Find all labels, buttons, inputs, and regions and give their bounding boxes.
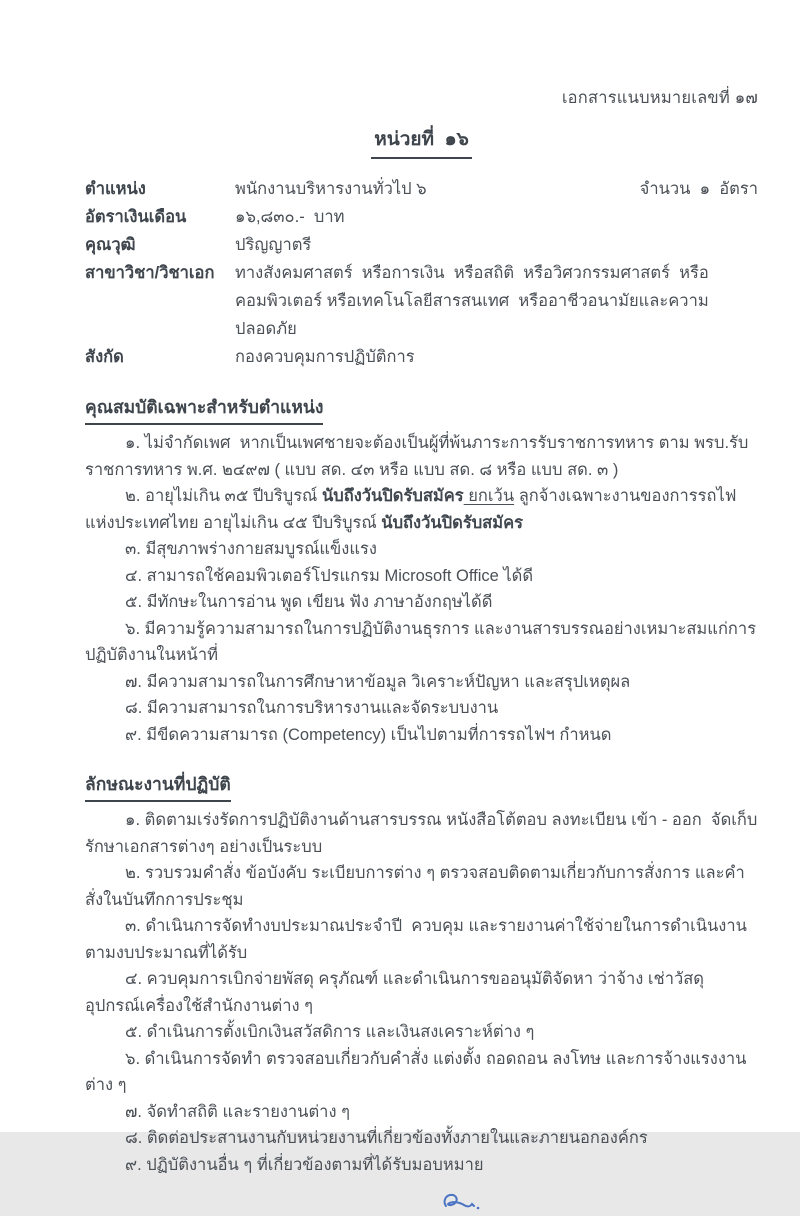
duties-list bbox=[85, 807, 758, 1178]
signature-initial bbox=[440, 1190, 486, 1216]
duty-item-3: ๓. ดำเนินการจัดทำงบประมาณประจำปี ควบคุม และรายงานค่าใช้จ่ายในการดำเนินงานตามงบประมาณที่ได้รับ bbox=[85, 917, 747, 962]
duty-item-5: ๕. ดำเนินการตั้งเบิกเงินสวัสดิการ และเงินสงเคราะห์ต่าง ๆ bbox=[125, 1023, 535, 1041]
duties-section bbox=[85, 770, 758, 802]
info-label-major: สาขาวิชา/วิชาเอก bbox=[85, 264, 215, 282]
qualification-item-6: ๖. มีความรู้ความสามารถในการปฏิบัติงานธุรการ และงานสารบรรณอย่างเหมาะสมแก่การปฏิบัติงานในหน้าที่ bbox=[85, 619, 757, 664]
qualification-item-4: ๔. สามารถใช้คอมพิวเตอร์โปรแกรม Microsoft Office ได้ดี bbox=[125, 566, 534, 585]
info-row-position bbox=[85, 175, 758, 203]
doc-ref: เอกสารแนบหมายเลขที่ ๑๗ bbox=[561, 89, 758, 107]
info-label-salary: อัตราเงินเดือน bbox=[85, 208, 187, 226]
duty-item-7: ๗. จัดทำสถิติ และรายงานต่าง ๆ bbox=[125, 1102, 350, 1121]
info-row-degree bbox=[85, 231, 758, 259]
qualification-item-2-text-cont: ลูกจ้างเฉพาะงานของการรถไฟแห่งประเทศไทย อายุไม่เกิน ๔๕ ปีบริบูรณ์ bbox=[85, 487, 737, 532]
info-label-position: ตำแหน่ง bbox=[85, 180, 146, 198]
info-value-salary: ๑๖,๘๓๐.- บาท bbox=[235, 208, 345, 226]
info-label-division: สังกัด bbox=[85, 348, 124, 366]
info-row-major bbox=[85, 259, 758, 343]
info-label-degree: คุณวุฒิ bbox=[85, 236, 136, 254]
qualification-item-2-text: ๒. อายุไม่เกิน ๓๕ ปีบริบูรณ์ bbox=[125, 487, 322, 505]
qualification-item-5: ๕. มีทักษะในการอ่าน พูด เขียน ฟัง ภาษาอังกฤษได้ดี bbox=[125, 593, 493, 611]
info-value-degree: ปริญญาตรี bbox=[235, 236, 312, 254]
duty-item-4: ๔. ควบคุมการเบิกจ่ายพัสดุ ครุภัณฑ์ และดำเนินการขออนุมัติจัดหา ว่าจ้าง เช่าวัสดุอุปกรณ์เครื่องใช้สำนักงานต่าง ๆ bbox=[85, 970, 705, 1015]
qualifications-heading: คุณสมบัติเฉพาะสำหรับตำแหน่ง bbox=[85, 393, 323, 425]
duties-heading: ลักษณะงานที่ปฏิบัติ bbox=[85, 770, 231, 802]
info-row-division bbox=[85, 343, 758, 371]
qualification-item-7: ๗. มีความสามารถในการศึกษาหาข้อมูล วิเคราะห์ปัญหา และสรุปเหตุผล bbox=[125, 672, 631, 691]
qualifications-list bbox=[85, 430, 758, 748]
signature-stroke bbox=[445, 1195, 474, 1207]
qualification-item-3: ๓. มีสุขภาพร่างกายสมบูรณ์แข็งแรง bbox=[125, 540, 377, 558]
info-row-salary bbox=[85, 203, 758, 231]
info-value-division: กองควบคุมการปฏิบัติการ bbox=[235, 348, 415, 366]
qualifications-section bbox=[85, 393, 758, 425]
signature-dot bbox=[477, 1207, 480, 1210]
qualification-item-9: ๙. มีขีดความสามารถ (Competency) เป็นไปตามที่การรถไฟฯ กำหนด bbox=[125, 725, 612, 744]
info-table bbox=[85, 175, 758, 371]
duty-item-1: ๑. ติดตามเร่งรัดการปฏิบัติงานด้านสารบรรณ หนังสือโต้ตอบ ลงทะเบียน เข้า - ออก จัดเก็บรักษาเอกสารต่างๆ อย่างเป็นระบบ bbox=[85, 811, 758, 856]
qualification-item-2 bbox=[85, 483, 758, 536]
page-title: หน่วยที่ ๑๖ bbox=[371, 124, 472, 159]
qualification-item-2-deadline-bold-2: นับถึงวันปิดรับสมัคร bbox=[381, 513, 524, 532]
vacancy-count: จำนวน ๑ อัตรา bbox=[639, 180, 758, 198]
qualification-item-8: ๘. มีความสามารถในการบริหารงานและจัดระบบงาน bbox=[125, 699, 499, 717]
title-wrap bbox=[85, 124, 758, 159]
qualification-item-2-except-underline: ยกเว้น bbox=[463, 487, 515, 505]
info-value-position: พนักงานบริหารงานทั่วไป ๖ bbox=[235, 180, 427, 198]
info-value-major: ทางสังคมศาสตร์ หรือการเงิน หรือสถิติ หรือวิศวกรรมศาสตร์ หรือคอมพิวเตอร์ หรือเทคโนโลยีสารสนเทศ หรืออาชีวอนามัยและความปลอดภัย bbox=[235, 264, 709, 338]
duty-item-2: ๒. รวบรวมคำสั่ง ข้อบังคับ ระเบียบการต่าง ๆ ตรวจสอบติดตามเกี่ยวกับการสั่งการ และคำสั่งในบันทึกการประชุม bbox=[85, 864, 745, 909]
duty-item-8: ๘. ติดต่อประสานงานกับหน่วยงานที่เกี่ยวข้องทั้งภายในและภายนอกองค์กร bbox=[125, 1129, 648, 1147]
duty-item-6: ๖. ดำเนินการจัดทำ ตรวจสอบเกี่ยวกับคำสั่ง แต่งตั้ง ถอดถอน ลงโทษ และการจ้างแรงงานต่าง ๆ bbox=[85, 1049, 747, 1094]
qualification-item-1: ๑. ไม่จำกัดเพศ หากเป็นเพศชายจะต้องเป็นผู้ที่พ้นภาระการรับราชการทหาร ตาม พรบ.รับราชการทหาร พ.ศ. ๒๔๙๗ ( แบบ สด. ๔๓ หรือ แบบ สด. ๘ หรือ แบบ สด. ๓ ) bbox=[85, 434, 749, 479]
qualification-item-2-deadline-bold: นับถึงวันปิดรับสมัคร bbox=[321, 487, 464, 505]
duty-item-9: ๙. ปฏิบัติงานอื่น ๆ ที่เกี่ยวข้องตามที่ได้รับมอบหมาย bbox=[125, 1155, 484, 1174]
